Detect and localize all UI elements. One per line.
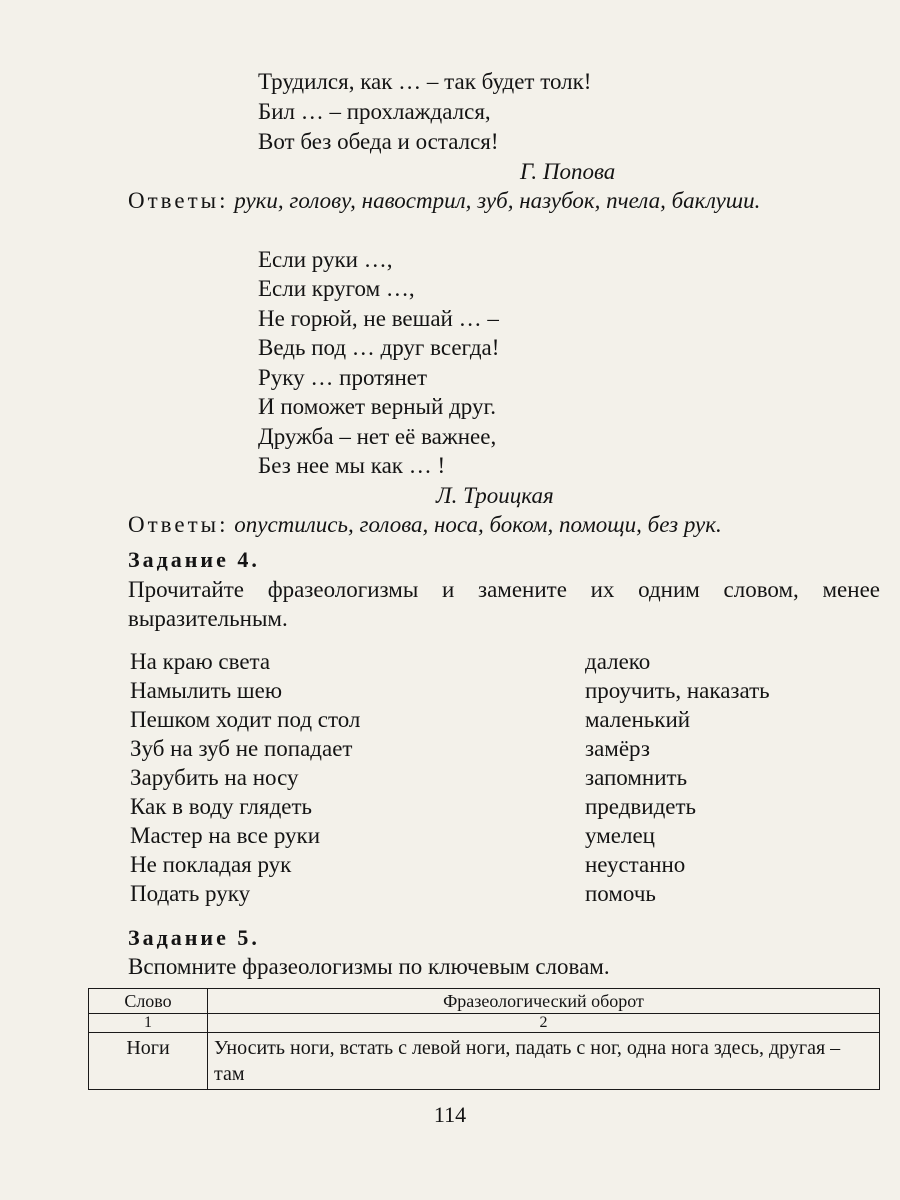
table-number-row: [89, 1014, 880, 1033]
task4-phrase: На краю света: [130, 649, 271, 674]
task4-word: проучить, наказать: [585, 678, 770, 703]
task4-phrase: Намылить шею: [130, 678, 283, 703]
poem2-author: Л. Троицкая: [436, 483, 554, 508]
task4-word: неустанно: [585, 852, 686, 877]
table-number-1: 1: [89, 1014, 208, 1033]
answers1-label: Ответы:: [128, 188, 229, 213]
table-header-word: Слово: [89, 989, 208, 1014]
task4-phrase: Подать руку: [130, 881, 251, 906]
task4-phrase: Зарубить на носу: [130, 765, 299, 790]
task4-instruction: Прочитайте фразеологизмы и замените их одним словом, менее выразительным.: [128, 577, 880, 631]
poem1-line-3: Вот без обеда и остался!: [258, 129, 499, 154]
table-number-2: 2: [208, 1014, 880, 1033]
task5-instruction: Вспомните фразеологизмы по ключевым словам.: [128, 954, 610, 979]
task4-phrase: Пешком ходит под стол: [130, 707, 361, 732]
table-header-phrase: Фразеологический оборот: [208, 989, 880, 1014]
poem2-line-2: Если кругом …,: [258, 276, 415, 301]
task4-phrase: Как в воду глядеть: [130, 794, 313, 819]
answers2-text: опустились, голова, носа, боком, помощи, без рук.: [234, 512, 722, 537]
task4-phrase: Зуб на зуб не попадает: [130, 736, 353, 761]
poem2-line-3: Не горюй, не вешай … –: [258, 306, 499, 331]
phraseology-table: [88, 988, 880, 1090]
answers1: [128, 186, 880, 215]
table-header-row: [89, 989, 880, 1014]
task4-phrase: Не покладая рук: [130, 852, 292, 877]
poem1-author: Г. Попова: [520, 159, 616, 184]
poem1-line-1: Трудился, как … – так будет толк!: [258, 69, 592, 94]
poem1-line-2: Бил … – прохлаждался,: [258, 99, 491, 124]
task4-title: Задание 4.: [128, 547, 260, 572]
answers2: [128, 510, 722, 539]
poem2-line-1: Если руки …,: [258, 247, 393, 272]
page-number: 114: [433, 1102, 467, 1127]
task4-word: помочь: [585, 881, 656, 906]
poem2-line-6: И поможет верный друг.: [258, 394, 497, 419]
poem2-line-4: Ведь под … друг всегда!: [258, 335, 500, 360]
task4-word: предвидеть: [585, 794, 697, 819]
task4-word: далеко: [585, 649, 651, 674]
task4-word: запомнить: [585, 765, 688, 790]
table-cell-phrases: Уносить ноги, встать с левой ноги, падать с ног, одна нога здесь, другая – там: [208, 1033, 880, 1090]
task4-phrase: Мастер на все руки: [130, 823, 320, 848]
table-cell-word: Ноги: [89, 1033, 208, 1090]
poem2-line-8: Без нее мы как … !: [258, 453, 446, 478]
task5-title: Задание 5.: [128, 925, 260, 950]
poem2-line-7: Дружба – нет её важнее,: [258, 424, 497, 449]
task4-word: замёрз: [585, 736, 650, 761]
poem2-line-5: Руку … протянет: [258, 365, 428, 390]
task4-word: маленький: [585, 707, 691, 732]
table-row: [89, 1033, 880, 1090]
answers1-text: руки, голову, навострил, зуб, назубок, пчела, баклуши.: [234, 188, 761, 213]
task4-word: умелец: [585, 823, 655, 848]
answers2-label: Ответы:: [128, 512, 229, 537]
